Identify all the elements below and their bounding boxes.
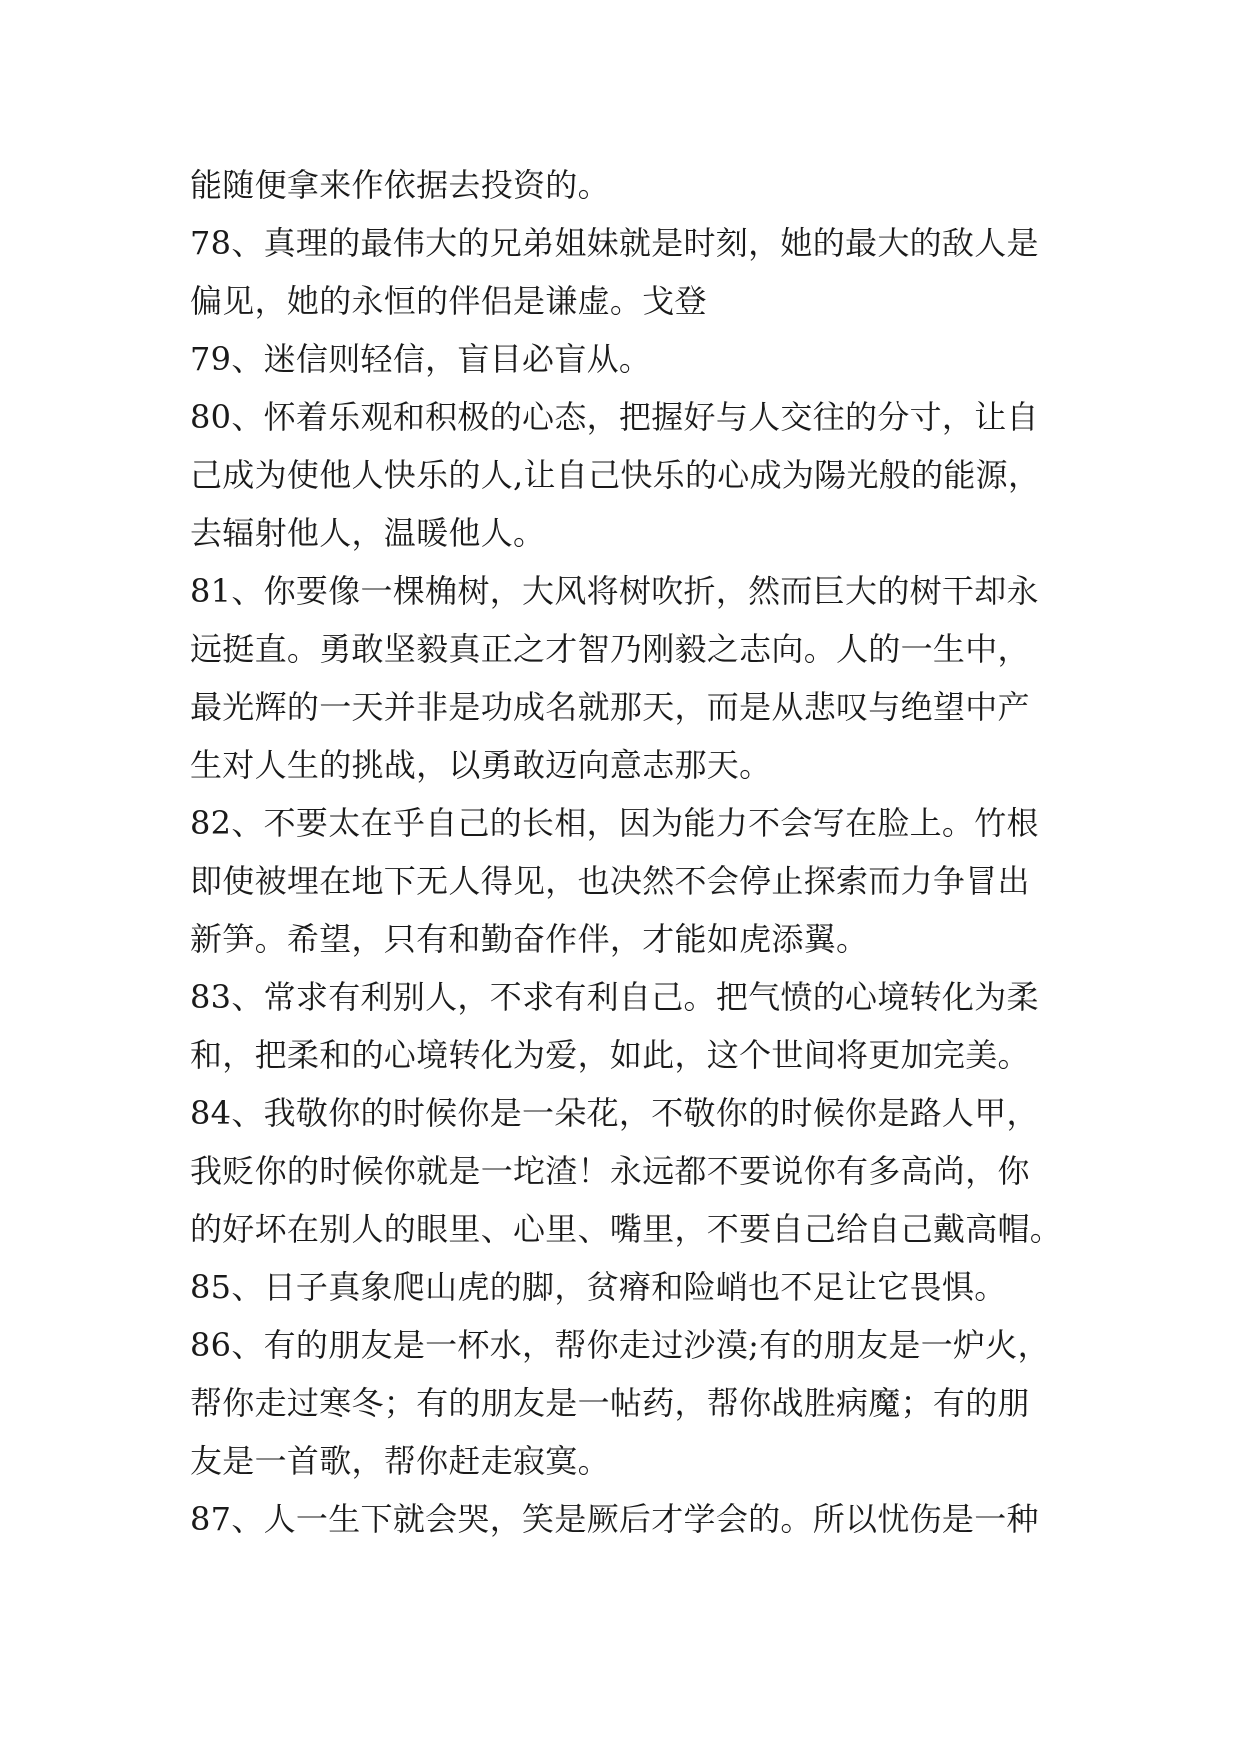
text-line: 己成为使他人快乐的人,让自己快乐的心成为陽光般的能源， <box>190 456 1041 494</box>
text-line: 我贬你的时候你就是一坨渣！永远都不要说你有多高尚，你 <box>190 1152 1030 1190</box>
text-line: 偏见，她的永恒的伴侣是谦虚。戈登 <box>190 282 707 320</box>
text-line: 79、迷信则轻信，盲目必盲从。 <box>190 340 652 378</box>
text-line: 81、你要像一棵桷树，大风将树吹折，然而巨大的树干却永 <box>190 572 1039 610</box>
text-line: 86、有的朋友是一杯水，帮你走过沙漠;有的朋友是一炉火， <box>190 1326 1050 1364</box>
text-line: 85、日子真象爬山虎的脚，贫瘠和险峭也不足让它畏惧。 <box>190 1268 1007 1306</box>
text-line: 80、怀着乐观和积极的心态，把握好与人交往的分寸，让自 <box>190 398 1039 436</box>
text-line: 和，把柔和的心境转化为爱，如此，这个世间将更加完美。 <box>190 1036 1030 1074</box>
text-line: 最光辉的一天并非是功成名就那天，而是从悲叹与绝望中产 <box>190 688 1030 726</box>
text-line: 友是一首歌，帮你赶走寂寞。 <box>190 1442 610 1480</box>
text-line: 生对人生的挑战，以勇敢迈向意志那天。 <box>190 746 772 784</box>
text-line: 83、常求有利别人，不求有利自己。把气愤的心境转化为柔 <box>190 978 1039 1016</box>
text-line: 能随便拿来作依据去投资的。 <box>190 166 610 204</box>
document-body <box>190 156 1070 1548</box>
text-line: 82、不要太在乎自己的长相，因为能力不会写在脸上。竹根 <box>190 804 1039 842</box>
text-line: 78、真理的最伟大的兄弟姐妹就是时刻，她的最大的敌人是 <box>190 224 1039 262</box>
text-line: 的好坏在别人的眼里、心里、嘴里，不要自己给自己戴高帽。 <box>190 1210 1063 1248</box>
text-line: 新笋。希望，只有和勤奋作伴，才能如虎添翼。 <box>190 920 869 958</box>
text-line: 即使被埋在地下无人得见，也决然不会停止探索而力争冒出 <box>190 862 1030 900</box>
text-line: 去辐射他人，温暖他人。 <box>190 514 546 552</box>
text-line: 84、我敬你的时候你是一朵花，不敬你的时候你是路人甲， <box>190 1094 1039 1132</box>
text-line: 87、人一生下就会哭，笑是厥后才学会的。所以忧伤是一种 <box>190 1500 1039 1538</box>
text-line: 帮你走过寒冬；有的朋友是一帖药，帮你战胜病魔；有的朋 <box>190 1384 1030 1422</box>
text-line: 远挺直。勇敢坚毅真正之才智乃刚毅之志向。人的一生中， <box>190 630 1030 668</box>
